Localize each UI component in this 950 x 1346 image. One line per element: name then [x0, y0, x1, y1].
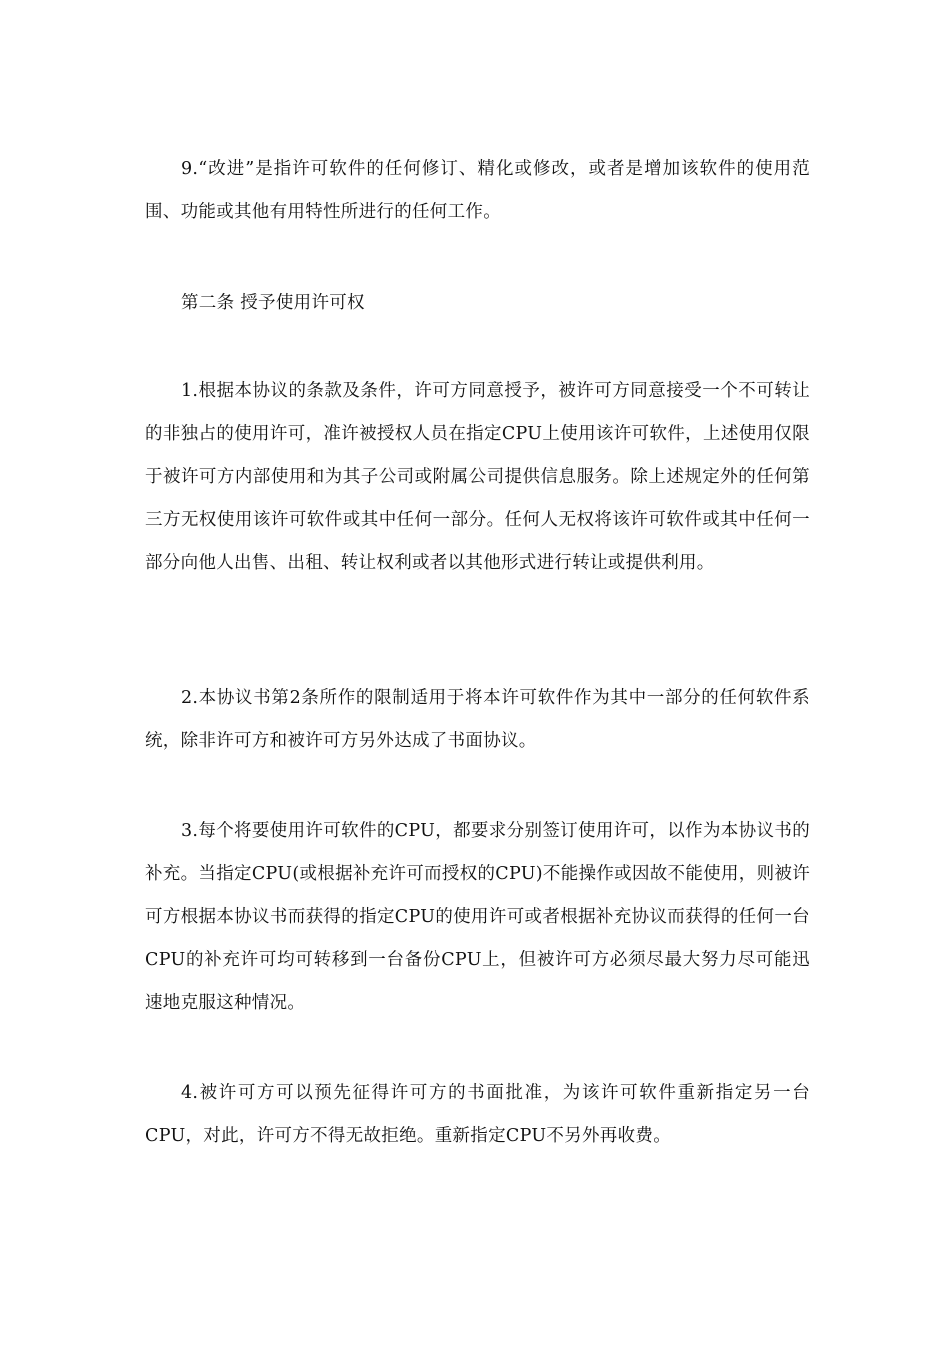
clause-3-paragraph: 3.每个将要使用许可软件的CPU，都要求分别签订使用许可，以作为本协议书的补充。当指定CPU(或根据补充许可而授权的CPU)不能操作或因故不能使用，则被许可方根据本协议书而获得的指定CPU的使用许可或者根据补充协议而获得的任何一台CPU的补充许可均可转移到一台备份CPU上，但被许可方必须尽最大努力尽可能迅速地克服这种情况。	[145, 821, 810, 1013]
clause-9-paragraph: 9.“改进”是指许可软件的任何修订、精化或修改，或者是增加该软件的使用范围、功能或其他有用特性所进行的任何工作。	[145, 159, 810, 222]
clause-4-paragraph: 4.被许可方可以预先征得许可方的书面批准，为该许可软件重新指定另一台CPU，对此，许可方不得无故拒绝。重新指定CPU不另外再收费。	[145, 1083, 810, 1146]
clause-2-paragraph: 2.本协议书第2条所作的限制适用于将本许可软件作为其中一部分的任何软件系统，除非许可方和被许可方另外达成了书面协议。	[145, 688, 810, 751]
section-heading: 第二条 授予使用许可权	[181, 293, 365, 313]
clause-1-paragraph: 1.根据本协议的条款及条件，许可方同意授予，被许可方同意接受一个不可转让的非独占的使用许可，准许被授权人员在指定CPU上使用该许可软件，上述使用仅限于被许可方内部使用和为其子公司或附属公司提供信息服务。除上述规定外的任何第三方无权使用该许可软件或其中任何一部分。任何人无权将该许可软件或其中任何一部分向他人出售、出租、转让权利或者以其他形式进行转让或提供利用。	[145, 381, 810, 573]
